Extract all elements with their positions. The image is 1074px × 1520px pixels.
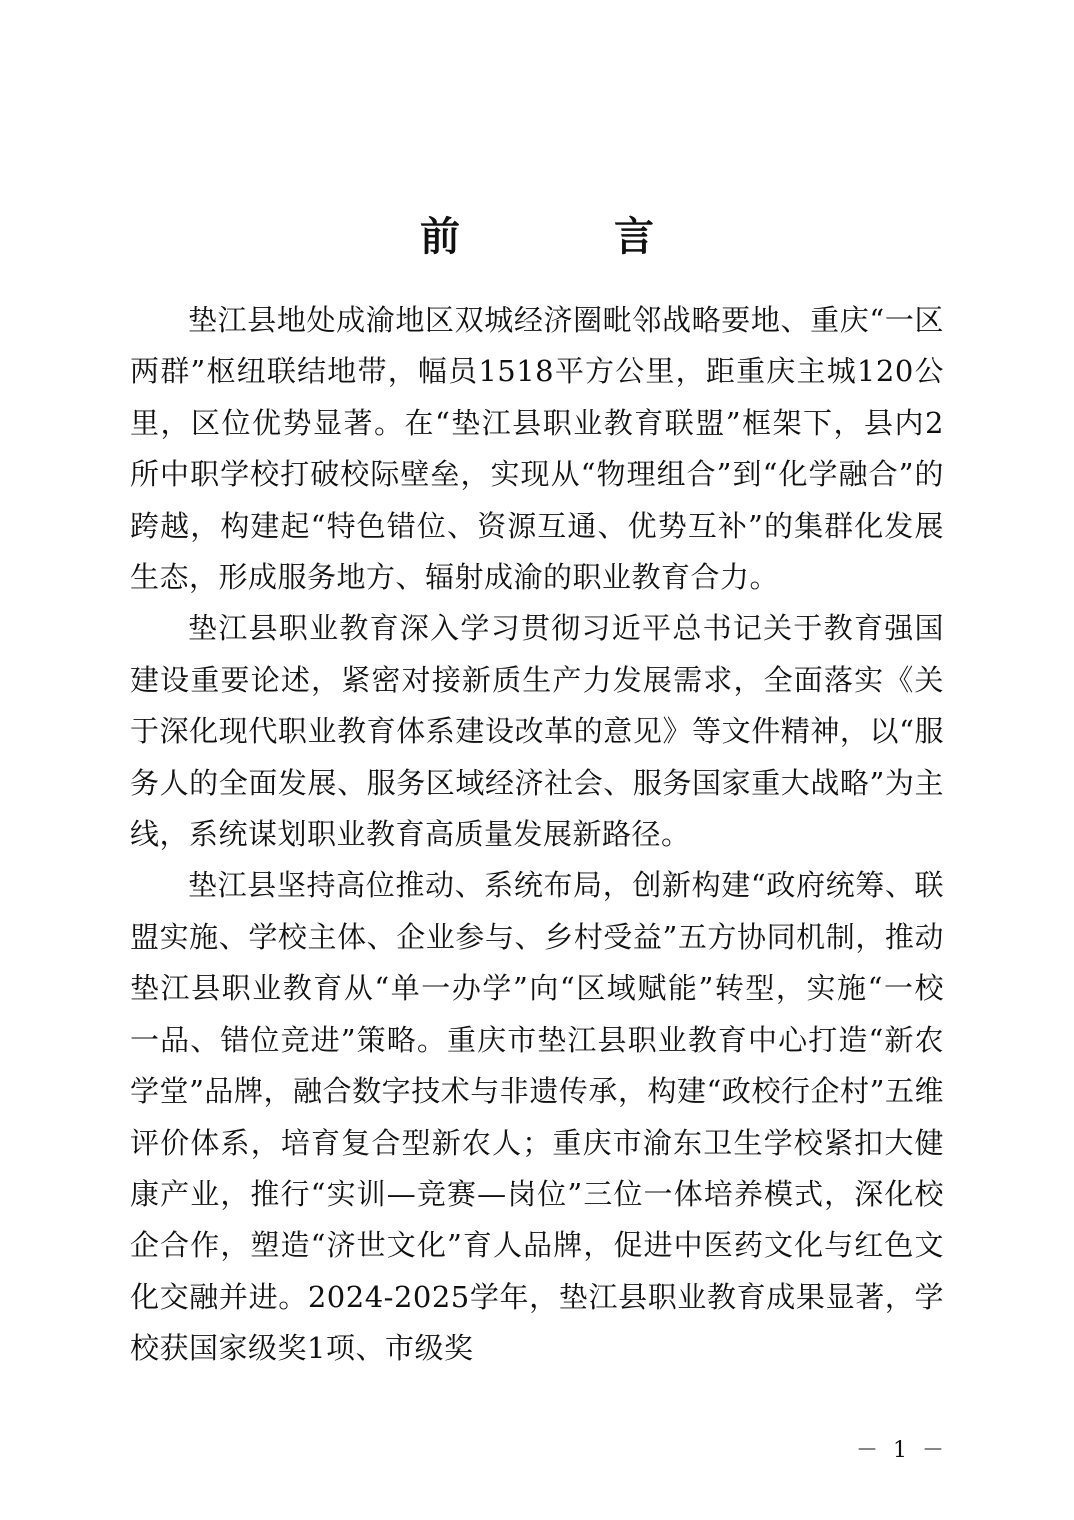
paragraph-2: 垫江县职业教育深入学习贯彻习近平总书记关于教育强国建设重要论述，紧密对接新质生产力发展需求，全面落实《关于深化现代职业教育体系建设改革的意见》等文件精神，以“服务人的全面发展、服务区域经济社会、服务国家重大战略”为主线，系统谋划职业教育高质量发展新路径。 bbox=[130, 611, 944, 852]
body-text bbox=[130, 295, 944, 1375]
paragraph-3: 垫江县坚持高位推动、系统布局，创新构建“政府统筹、联盟实施、学校主体、企业参与、乡村受益”五方协同机制，推动垫江县职业教育从“单一办学”向“区域赋能”转型，实施“一校一品、错位竞进”策略。重庆市垫江县职业教育中心打造“新农学堂”品牌，融合数字技术与非遗传承，构建“政校行企村”五维评价体系，培育复合型新农人；重庆市渝东卫生学校紧扣大健康产业，推行“实训—竞赛—岗位”三位一体培养模式，深化校企合作，塑造“济世文化”育人品牌，促进中医药文化与红色文化交融并进。2024-2025学年，垫江县职业教育成果显著，学校获国家级奖1项、市级奖 bbox=[130, 868, 944, 1366]
page-title: 前 言 bbox=[420, 212, 724, 260]
paragraph-1: 垫江县地处成渝地区双城经济圈毗邻战略要地、重庆“一区两群”枢纽联结地带，幅员1518平方公里，距重庆主城120公里，区位优势显著。在“垫江县职业教育联盟”框架下，县内2所中职学校打破校际壁垒，实现从“物理组合”到“化学融合”的跨越，构建起“特色错位、资源互通、优势互补”的集群化发展生态，形成服务地方、辐射成渝的职业教育合力。 bbox=[130, 303, 944, 595]
page-number: － 1 － bbox=[856, 1438, 948, 1463]
